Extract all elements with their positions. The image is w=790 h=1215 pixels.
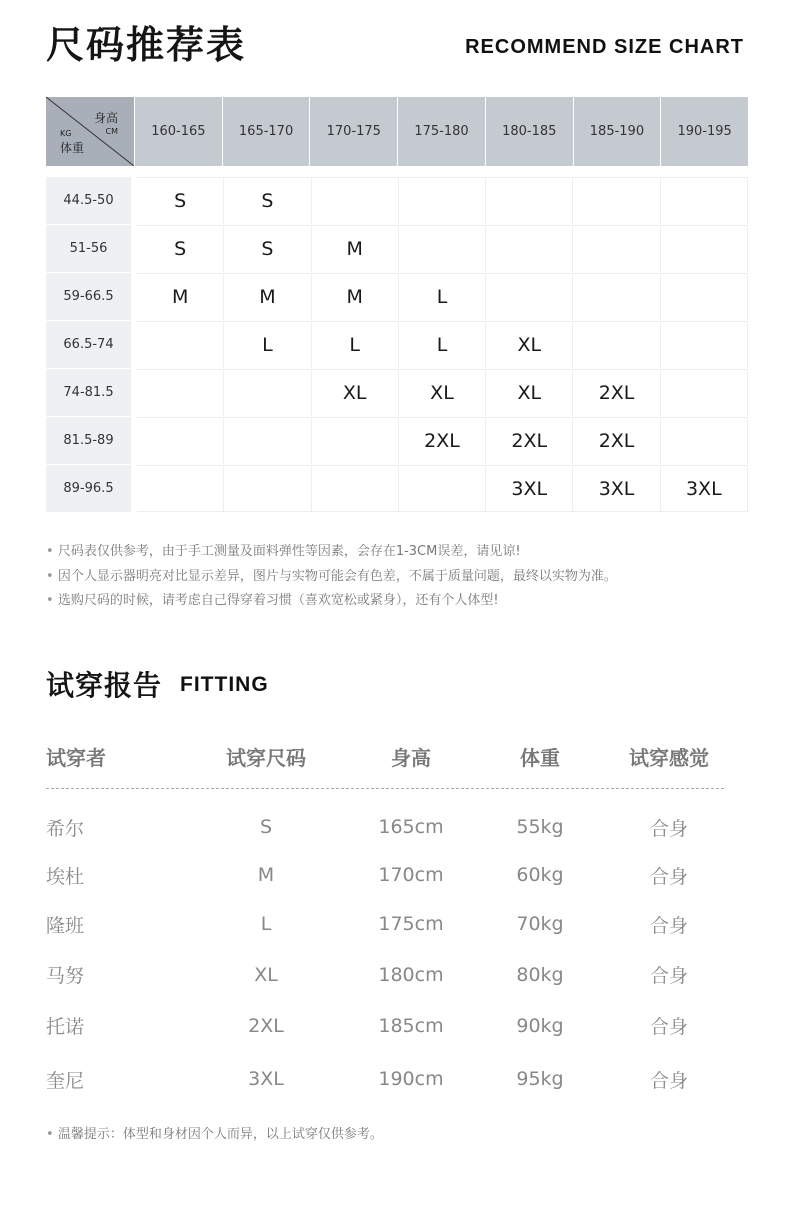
fitting-rows (46, 803, 724, 1107)
fitting-header-cell: 试穿尺码 (226, 745, 306, 770)
size-cell: XL (399, 369, 486, 416)
size-cell: XL (486, 369, 573, 416)
size-cell (312, 465, 399, 512)
fitting-table (46, 736, 724, 1107)
size-cell (486, 273, 573, 320)
weight-range-cell: 44.5-50 (46, 177, 131, 224)
fitting-cell: 55kg (516, 816, 564, 838)
fitting-cell: 3XL (248, 1068, 284, 1090)
fitting-cell: M (257, 864, 275, 886)
fitting-cell: 165cm (378, 816, 444, 838)
fitting-cell: 合身 (649, 914, 688, 937)
size-cell (137, 465, 224, 512)
fitting-cell: 合身 (649, 1069, 688, 1092)
fitting-cell: 60kg (516, 864, 564, 886)
weight-range-cell: 59-66.5 (46, 273, 131, 320)
weight-unit: KG (60, 129, 72, 138)
size-cell: M (137, 273, 224, 320)
size-cell: 3XL (573, 465, 660, 512)
size-cell (661, 225, 748, 272)
fitting-cell: 175cm (378, 913, 444, 935)
fitting-header-row (46, 736, 724, 776)
fitting-cell: S (259, 816, 273, 838)
fitting-cell: 合身 (649, 1016, 688, 1038)
size-row (46, 369, 748, 416)
size-cell (399, 177, 486, 224)
fitting-cell: 70kg (516, 913, 564, 935)
size-chart (46, 97, 748, 513)
size-cell: 2XL (573, 417, 660, 464)
size-cell: L (224, 321, 311, 368)
fitting-row (46, 1051, 724, 1107)
size-cell (661, 321, 748, 368)
fitting-cell: 埃杜 (46, 865, 85, 888)
fitting-row (46, 851, 724, 899)
height-range-header: 175-180 (398, 97, 485, 166)
fitting-cell: 奎尼 (46, 1069, 85, 1092)
height-range-header: 165-170 (223, 97, 310, 166)
fitting-cell: 95kg (516, 1068, 564, 1090)
size-cell (137, 321, 224, 368)
size-cell: S (224, 177, 311, 224)
page-subtitle: RECOMMEND SIZE CHART (465, 36, 744, 58)
height-unit: CM (105, 127, 118, 136)
size-cell (661, 369, 748, 416)
note-item: • 选购尺码的时候，请考虑自己得穿着习惯（喜欢宽松或紧身），还有个人体型! (46, 589, 617, 614)
fitting-cell: 2XL (248, 1014, 284, 1037)
size-cell (137, 417, 224, 464)
height-range-header: 190-195 (661, 97, 748, 166)
size-cell (399, 225, 486, 272)
fitting-row (46, 803, 724, 851)
size-row (46, 273, 748, 320)
size-cell: XL (486, 321, 573, 368)
fitting-row (46, 1000, 724, 1051)
size-cell: 3XL (486, 465, 573, 512)
size-chart-body (46, 177, 748, 512)
fitting-cell: 90kg (516, 1014, 564, 1037)
size-cell: XL (312, 369, 399, 416)
fitting-header-cell: 体重 (520, 745, 560, 770)
fitting-cell: 托诺 (46, 1016, 85, 1038)
size-row (46, 225, 748, 272)
size-cell: S (137, 225, 224, 272)
size-cell (661, 417, 748, 464)
fitting-cell: 180cm (378, 963, 444, 986)
size-row (46, 417, 748, 464)
size-cell: L (312, 321, 399, 368)
size-cell (661, 273, 748, 320)
fitting-cell: 80kg (516, 963, 564, 986)
fitting-header-cell: 身高 (391, 745, 431, 770)
fitting-subtitle: FITTING (180, 673, 269, 696)
size-cell: M (312, 273, 399, 320)
dashed-divider (46, 788, 724, 789)
size-cell: M (312, 225, 399, 272)
size-cell: L (399, 273, 486, 320)
height-range-header: 160-165 (135, 97, 222, 166)
size-row (46, 321, 748, 368)
fitting-cell: 170cm (378, 864, 444, 886)
fitting-row (46, 899, 724, 949)
size-cell (399, 465, 486, 512)
weight-range-cell: 74-81.5 (46, 369, 131, 416)
fitting-cell: 合身 (649, 817, 688, 840)
fitting-row (46, 949, 724, 1000)
size-row (46, 177, 748, 224)
size-cell: 2XL (486, 417, 573, 464)
size-row (46, 465, 748, 512)
size-cell (312, 417, 399, 464)
size-cell (573, 273, 660, 320)
weight-range-cell: 66.5-74 (46, 321, 131, 368)
weight-label: 体重 (60, 141, 85, 155)
size-cell: S (137, 177, 224, 224)
size-cell (224, 417, 311, 464)
fitting-cell: 185cm (378, 1014, 444, 1037)
fitting-cell: 合身 (649, 865, 688, 888)
height-range-header: 185-190 (574, 97, 661, 166)
size-cell (661, 177, 748, 224)
fitting-title: 试穿报告 (46, 669, 163, 702)
fitting-cell: 合身 (649, 965, 688, 987)
fitting-cell: 隆班 (46, 914, 85, 937)
height-range-header: 170-175 (310, 97, 397, 166)
fitting-tip: • 温馨提示：体型和身材因个人而异，以上试穿仅供参考。 (46, 1123, 383, 1142)
size-cell: L (399, 321, 486, 368)
size-cell (312, 177, 399, 224)
note-item: • 尺码表仅供参考，由于手工测量及面料弹性等因素，会存在1-3CM误差，请见谅! (46, 540, 617, 565)
size-cell: S (224, 225, 311, 272)
size-cell (573, 321, 660, 368)
corner-cell (46, 97, 134, 166)
size-cell (137, 369, 224, 416)
size-cell (486, 177, 573, 224)
fitting-header-cell: 试穿者 (46, 745, 106, 770)
size-cell (573, 225, 660, 272)
size-cell (224, 369, 311, 416)
size-cell (486, 225, 573, 272)
page-title: 尺码推荐表 (46, 23, 247, 67)
size-cell (573, 177, 660, 224)
size-chart-header (46, 97, 748, 166)
weight-range-cell: 81.5-89 (46, 417, 131, 464)
note-item: • 因个人显示器明亮对比显示差异，图片与实物可能会有色差，不属于质量问题，最终以实物为准。 (46, 565, 617, 590)
height-label: 身高 (93, 111, 118, 125)
size-cell: M (224, 273, 311, 320)
size-cell (224, 465, 311, 512)
fitting-header-cell: 试穿感觉 (629, 745, 709, 770)
fitting-cell: 190cm (378, 1068, 444, 1090)
weight-range-cell: 89-96.5 (46, 465, 131, 512)
fitting-cell: 希尔 (46, 817, 85, 840)
height-range-header: 180-185 (486, 97, 573, 166)
size-cell: 2XL (399, 417, 486, 464)
fitting-cell: XL (254, 963, 278, 986)
fitting-cell: 马努 (46, 965, 85, 987)
notes-list (46, 540, 617, 614)
weight-range-cell: 51-56 (46, 225, 131, 272)
size-cell: 3XL (661, 465, 748, 512)
fitting-cell: L (260, 913, 272, 935)
size-cell: 2XL (573, 369, 660, 416)
